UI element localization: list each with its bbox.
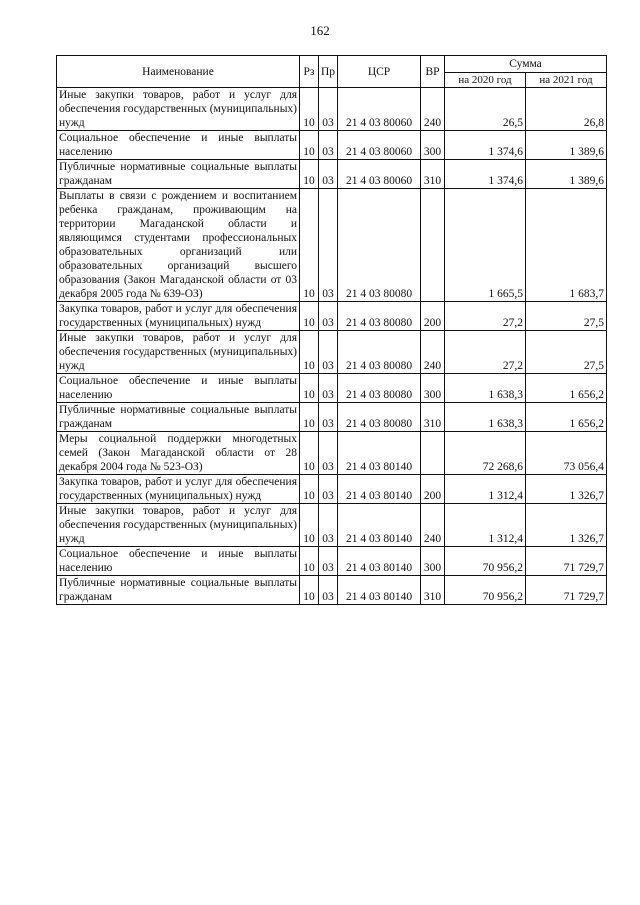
cell-sum-2020: 1 638,3 xyxy=(445,374,526,403)
cell-sum-2020: 1 374,6 xyxy=(445,160,526,189)
cell-sum-2021: 1 326,7 xyxy=(526,504,607,547)
cell-pr: 03 xyxy=(319,331,338,374)
cell-pr: 03 xyxy=(319,576,338,605)
cell-vr: 300 xyxy=(421,131,445,160)
cell-sum-2020: 1 638,3 xyxy=(445,403,526,432)
cell-csr: 21 4 03 80080 xyxy=(338,331,421,374)
cell-csr: 21 4 03 80140 xyxy=(338,547,421,576)
table-row xyxy=(57,547,607,576)
cell-rz: 10 xyxy=(300,160,319,189)
cell-rz: 10 xyxy=(300,302,319,331)
header-rz: Рз xyxy=(300,56,319,88)
cell-csr: 21 4 03 80080 xyxy=(338,403,421,432)
cell-name: Меры социальной поддержки многодетных семей (Закон Магаданской области от 28 декабря 2004 года № 523-ОЗ) xyxy=(57,432,300,475)
cell-sum-2021: 27,5 xyxy=(526,331,607,374)
cell-pr: 03 xyxy=(319,160,338,189)
cell-rz: 10 xyxy=(300,475,319,504)
cell-sum-2020: 1 374,6 xyxy=(445,131,526,160)
table-row xyxy=(57,475,607,504)
cell-pr: 03 xyxy=(319,302,338,331)
cell-name: Социальное обеспечение и иные выплаты населению xyxy=(57,547,300,576)
cell-name: Социальное обеспечение и иные выплаты населению xyxy=(57,374,300,403)
table-row xyxy=(57,189,607,302)
cell-pr: 03 xyxy=(319,475,338,504)
cell-pr: 03 xyxy=(319,547,338,576)
cell-sum-2021: 1 656,2 xyxy=(526,403,607,432)
cell-sum-2021: 1 656,2 xyxy=(526,374,607,403)
cell-vr: 300 xyxy=(421,374,445,403)
cell-rz: 10 xyxy=(300,189,319,302)
cell-pr: 03 xyxy=(319,374,338,403)
cell-sum-2021: 71 729,7 xyxy=(526,576,607,605)
cell-rz: 10 xyxy=(300,504,319,547)
cell-csr: 21 4 03 80140 xyxy=(338,576,421,605)
cell-sum-2020: 1 312,4 xyxy=(445,475,526,504)
cell-sum-2021: 71 729,7 xyxy=(526,547,607,576)
header-pr: Пр xyxy=(319,56,338,88)
header-name: Наименование xyxy=(57,56,300,88)
cell-vr: 240 xyxy=(421,331,445,374)
table-row xyxy=(57,374,607,403)
cell-csr: 21 4 03 80140 xyxy=(338,504,421,547)
cell-rz: 10 xyxy=(300,403,319,432)
cell-sum-2021: 1 683,7 xyxy=(526,189,607,302)
table-row xyxy=(57,88,607,131)
cell-rz: 10 xyxy=(300,131,319,160)
cell-sum-2020: 70 956,2 xyxy=(445,576,526,605)
cell-name: Закупка товаров, работ и услуг для обеспечения государственных (муниципальных) нужд xyxy=(57,475,300,504)
cell-sum-2020: 1 665,5 xyxy=(445,189,526,302)
cell-csr: 21 4 03 80060 xyxy=(338,88,421,131)
cell-pr: 03 xyxy=(319,432,338,475)
header-2020: на 2020 год xyxy=(445,73,526,88)
header-vr: ВР xyxy=(421,56,445,88)
cell-vr: 310 xyxy=(421,576,445,605)
cell-sum-2021: 73 056,4 xyxy=(526,432,607,475)
cell-csr: 21 4 03 80080 xyxy=(338,189,421,302)
header-csr: ЦСР xyxy=(338,56,421,88)
cell-csr: 21 4 03 80080 xyxy=(338,302,421,331)
cell-sum-2020: 27,2 xyxy=(445,302,526,331)
cell-rz: 10 xyxy=(300,88,319,131)
cell-name: Иные закупки товаров, работ и услуг для обеспечения государственных (муниципальных) нужд xyxy=(57,504,300,547)
cell-name: Публичные нормативные социальные выплаты гражданам xyxy=(57,160,300,189)
cell-sum-2020: 72 268,6 xyxy=(445,432,526,475)
table-row xyxy=(57,403,607,432)
cell-name: Закупка товаров, работ и услуг для обеспечения государственных (муниципальных) нужд xyxy=(57,302,300,331)
cell-sum-2021: 1 326,7 xyxy=(526,475,607,504)
table-row xyxy=(57,432,607,475)
cell-vr xyxy=(421,189,445,302)
cell-csr: 21 4 03 80140 xyxy=(338,432,421,475)
cell-csr: 21 4 03 80140 xyxy=(338,475,421,504)
cell-csr: 21 4 03 80060 xyxy=(338,160,421,189)
cell-vr: 240 xyxy=(421,504,445,547)
cell-rz: 10 xyxy=(300,331,319,374)
cell-name: Иные закупки товаров, работ и услуг для обеспечения государственных (муниципальных) нужд xyxy=(57,331,300,374)
cell-name: Выплаты в связи с рождением и воспитанием ребенка гражданам, проживающим на территории Магаданской области и являющимся студентами профессиональных образовательных организаций или образовательных организаций высшего образования (Закон Магаданской области от 03 декабря 2005 года № 639-ОЗ) xyxy=(57,189,300,302)
cell-vr: 200 xyxy=(421,475,445,504)
cell-vr: 200 xyxy=(421,302,445,331)
cell-name: Публичные нормативные социальные выплаты гражданам xyxy=(57,403,300,432)
cell-rz: 10 xyxy=(300,576,319,605)
table-row xyxy=(57,504,607,547)
cell-rz: 10 xyxy=(300,547,319,576)
table-header xyxy=(57,56,607,88)
cell-sum-2020: 70 956,2 xyxy=(445,547,526,576)
cell-vr: 240 xyxy=(421,88,445,131)
cell-vr xyxy=(421,432,445,475)
cell-name: Социальное обеспечение и иные выплаты населению xyxy=(57,131,300,160)
table-row xyxy=(57,331,607,374)
cell-pr: 03 xyxy=(319,403,338,432)
cell-sum-2021: 27,5 xyxy=(526,302,607,331)
cell-sum-2021: 1 389,6 xyxy=(526,131,607,160)
cell-name: Публичные нормативные социальные выплаты гражданам xyxy=(57,576,300,605)
cell-vr: 300 xyxy=(421,547,445,576)
header-sum: Сумма xyxy=(445,56,607,73)
table-row xyxy=(57,160,607,189)
table-row xyxy=(57,302,607,331)
cell-sum-2021: 26,8 xyxy=(526,88,607,131)
cell-pr: 03 xyxy=(319,504,338,547)
cell-csr: 21 4 03 80060 xyxy=(338,131,421,160)
budget-table xyxy=(56,55,607,605)
cell-pr: 03 xyxy=(319,88,338,131)
cell-sum-2020: 26,5 xyxy=(445,88,526,131)
cell-sum-2021: 1 389,6 xyxy=(526,160,607,189)
cell-pr: 03 xyxy=(319,131,338,160)
table-row xyxy=(57,576,607,605)
table-body xyxy=(57,88,607,605)
cell-sum-2020: 27,2 xyxy=(445,331,526,374)
page-number: 162 xyxy=(310,23,330,38)
header-2021: на 2021 год xyxy=(526,73,607,88)
cell-vr: 310 xyxy=(421,403,445,432)
cell-csr: 21 4 03 80080 xyxy=(338,374,421,403)
cell-pr: 03 xyxy=(319,189,338,302)
cell-vr: 310 xyxy=(421,160,445,189)
cell-sum-2020: 1 312,4 xyxy=(445,504,526,547)
cell-rz: 10 xyxy=(300,374,319,403)
table-row xyxy=(57,131,607,160)
cell-name: Иные закупки товаров, работ и услуг для обеспечения государственных (муниципальных) нужд xyxy=(57,88,300,131)
cell-rz: 10 xyxy=(300,432,319,475)
